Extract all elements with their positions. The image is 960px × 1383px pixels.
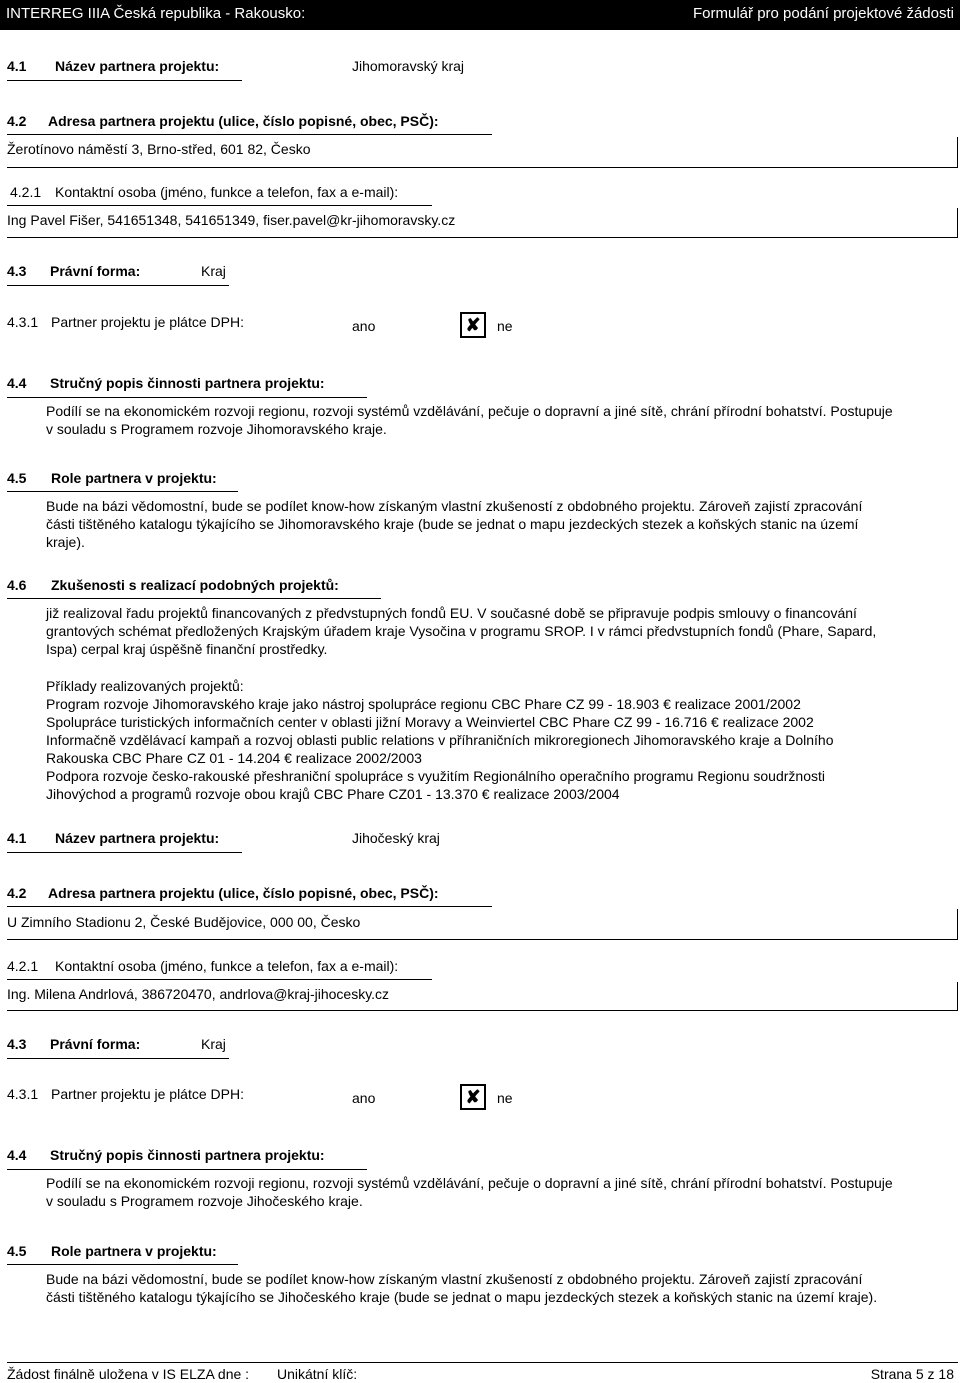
p1-legal-label: Právní forma: [50, 263, 141, 279]
p2-desc-number: 4.4 [7, 1147, 27, 1163]
p2-desc-line: Podílí se na ekonomickém rozvoji regionu, rozvoji systémů vzdělávání, pečuje o dopravní a jiné sítě, chrání přírodní bohatství. Postupuje [46, 1175, 893, 1191]
p1-vat-yes-label: ano [352, 318, 376, 334]
p1-vat-number: 4.3.1 [7, 314, 39, 330]
p1-contact-value: Ing Pavel Fišer, 541651348, 541651349, fiser.pavel@kr-jihomoravsky.cz [7, 212, 456, 228]
p1-desc-line: v souladu s Programem rozvoje Jihomoravského kraje. [46, 421, 387, 437]
p1-role-line: části tištěného katalogu týkajícího se Jihomoravského kraje (bude se jednat o mapu jezdeckých stezek a koňských stanic na území [46, 516, 859, 532]
p2-legal-value: Kraj [201, 1036, 226, 1052]
p1-role-number: 4.5 [7, 470, 27, 486]
p1-examples-line: Příklady realizovaných projektů: [46, 678, 244, 694]
p1-vat-no-label: ne [497, 318, 513, 334]
p2-vat-number: 4.3.1 [7, 1086, 39, 1102]
p2-legal-underline [7, 1058, 229, 1059]
p2-address-box-bottom [7, 939, 958, 940]
p1-contact-number: 4.2.1 [10, 184, 42, 200]
p1-exp-label: Zkušenosti s realizací podobných projektů: [51, 577, 339, 593]
p2-contact-label: Kontaktní osoba (jméno, funkce a telefon, fax a e-mail): [55, 958, 399, 974]
p1-name-label: Název partnera projektu: [55, 58, 220, 74]
p1-desc-underline [7, 397, 367, 398]
p1-vat-checked-mark-icon: ✘ [465, 315, 481, 335]
p2-role-label: Role partnera v projektu: [51, 1243, 217, 1259]
p2-role-number: 4.5 [7, 1243, 27, 1259]
header-program-title: INTERREG IIIA Česká republika - Rakousko: [6, 5, 306, 22]
p1-examples-line: Jihovýchod a programů rozvoje obou krajů CBC Phare CZ01 - 13.370 € realizace 2003/2004 [46, 786, 620, 802]
p2-vat-yes-label: ano [352, 1090, 376, 1106]
p1-legal-underline [7, 285, 229, 286]
p2-role-line: části tištěného katalogu týkajícího se Jihočeského kraje (bude se jednat o mapu jezdeckých stezek a koňských stanic na území kraje). [46, 1289, 878, 1305]
p1-role-line: kraje). [46, 534, 85, 550]
footer-page-number: Strana 5 z 18 [870, 1366, 954, 1382]
p2-address-underline [7, 906, 492, 907]
p1-contact-box-right [957, 208, 958, 238]
p1-name-value: Jihomoravský kraj [352, 58, 465, 74]
p1-role-label: Role partnera v projektu: [51, 470, 217, 486]
p1-address-box-right [957, 137, 958, 168]
p1-desc-label: Stručný popis činnosti partnera projektu: [50, 375, 325, 391]
footer-unique-key-label: Unikátní klíč: [277, 1366, 358, 1382]
p1-examples-line: Spolupráce turistických informačních center v oblasti jižní Moravy a Weinviertel CBC Phare CZ 99 - 16.716 € realizace 2002 [46, 714, 814, 730]
p2-desc-label: Stručný popis činnosti partnera projektu: [50, 1147, 325, 1163]
p1-contact-box-bottom [7, 237, 958, 238]
p1-name-number: 4.1 [7, 58, 27, 74]
p1-legal-number: 4.3 [7, 263, 27, 279]
p1-contact-underline [7, 205, 432, 206]
p1-address-number: 4.2 [7, 113, 27, 129]
p1-examples-line: Podpora rozvoje česko-rakouské přeshraniční spolupráce s využitím Regionálního operačního programu Regionu soudržnosti [46, 768, 825, 784]
p1-legal-value: Kraj [201, 263, 226, 279]
footer-saved-date-label: Žádost finálně uložena v IS ELZA dne : [7, 1366, 250, 1382]
p2-address-value: U Zimního Stadionu 2, České Budějovice, 000 00, Česko [7, 914, 361, 930]
p1-role-underline [7, 491, 238, 492]
p1-address-label: Adresa partnera projektu (ulice, číslo popisné, obec, PSČ): [48, 113, 439, 129]
p1-desc-text [46, 402, 893, 438]
p1-examples-line: Program rozvoje Jihomoravského kraje jako nástroj spolupráce regionu CBC Phare CZ 99 - 18.903 € realizace 2001/2002 [46, 696, 801, 712]
p2-vat-checkbox[interactable] [460, 1084, 486, 1110]
p1-vat-label: Partner projektu je plátce DPH: [51, 314, 244, 330]
p1-exp-line: grantových schémat předložených Krajským úřadem kraje Vysočina v programu SROP. I v rámci předvstupních fondů (Phare, Sapard, [46, 623, 877, 639]
p2-contact-box-bottom [7, 1010, 958, 1011]
p2-address-number: 4.2 [7, 885, 27, 901]
p2-vat-checked-mark-icon: ✘ [465, 1087, 481, 1107]
p2-vat-no-label: ne [497, 1090, 513, 1106]
p1-examples-text [46, 677, 834, 803]
p1-role-line: Bude na bázi vědomostní, bude se podílet know-how získaným vlastní zkušeností z obdobného projektu. Zároveň zajistí zpracování [46, 498, 863, 514]
p2-role-text [46, 1270, 877, 1306]
p1-exp-line: Ispa) cerpal kraj úspěšně finanční prostředky. [46, 641, 328, 657]
p1-exp-text [46, 604, 876, 658]
p1-address-box-bottom [7, 167, 958, 168]
p1-name-underline [7, 80, 242, 81]
p2-name-number: 4.1 [7, 830, 27, 846]
p1-address-value: Žerotínovo náměstí 3, Brno-střed, 601 82, Česko [7, 141, 311, 157]
p2-contact-underline [7, 979, 432, 980]
p2-desc-text [46, 1174, 893, 1210]
p2-name-value: Jihočeský kraj [352, 830, 440, 846]
p1-exp-number: 4.6 [7, 577, 27, 593]
footer-rule [7, 1362, 958, 1363]
p2-vat-label: Partner projektu je plátce DPH: [51, 1086, 244, 1102]
p2-role-line: Bude na bázi vědomostní, bude se podílet know-how získaným vlastní zkušeností z obdobného projektu. Zároveň zajistí zpracování [46, 1271, 863, 1287]
p2-contact-value: Ing. Milena Andrlová, 386720470, andrlova@kraj-jihocesky.cz [7, 986, 390, 1002]
p1-desc-line: Podílí se na ekonomickém rozvoji regionu, rozvoji systémů vzdělávání, pečuje o dopravní a jiné sítě, chrání přírodní bohatství. Postupuje [46, 403, 893, 419]
p2-legal-number: 4.3 [7, 1036, 27, 1052]
header-form-title: Formulář pro podání projektové žádosti [693, 5, 954, 22]
p2-contact-box-right [957, 982, 958, 1011]
p2-desc-underline [7, 1169, 367, 1170]
p2-name-underline [7, 852, 242, 853]
p1-desc-number: 4.4 [7, 375, 27, 391]
p1-contact-label: Kontaktní osoba (jméno, funkce a telefon, fax a e-mail): [55, 184, 399, 200]
p2-contact-number: 4.2.1 [7, 958, 39, 974]
p1-vat-checkbox[interactable] [460, 312, 486, 338]
p2-desc-line: v souladu s Programem rozvoje Jihočeského kraje. [46, 1193, 363, 1209]
p2-name-label: Název partnera projektu: [55, 830, 220, 846]
p1-examples-line: Informačně vzdělávací kampaň a rozvoj oblasti public relations v příhraničních mikroregionech Jihomoravského kraje a Dolního [46, 732, 834, 748]
p2-role-underline [7, 1264, 238, 1265]
p1-exp-underline [7, 598, 381, 599]
p2-legal-label: Právní forma: [50, 1036, 141, 1052]
p2-address-box-right [957, 909, 958, 940]
p1-examples-line: Rakouska CBC Phare CZ 01 - 14.204 € realizace 2002/2003 [46, 750, 422, 766]
p2-address-label: Adresa partnera projektu (ulice, číslo popisné, obec, PSČ): [48, 885, 439, 901]
page-header [0, 0, 960, 30]
p1-role-text [46, 497, 862, 551]
p1-address-underline [7, 134, 492, 135]
p1-exp-line: již realizoval řadu projektů financovaných z předvstupných fondů EU. V současné době se připravuje podpis smlouvy o financování [46, 605, 857, 621]
